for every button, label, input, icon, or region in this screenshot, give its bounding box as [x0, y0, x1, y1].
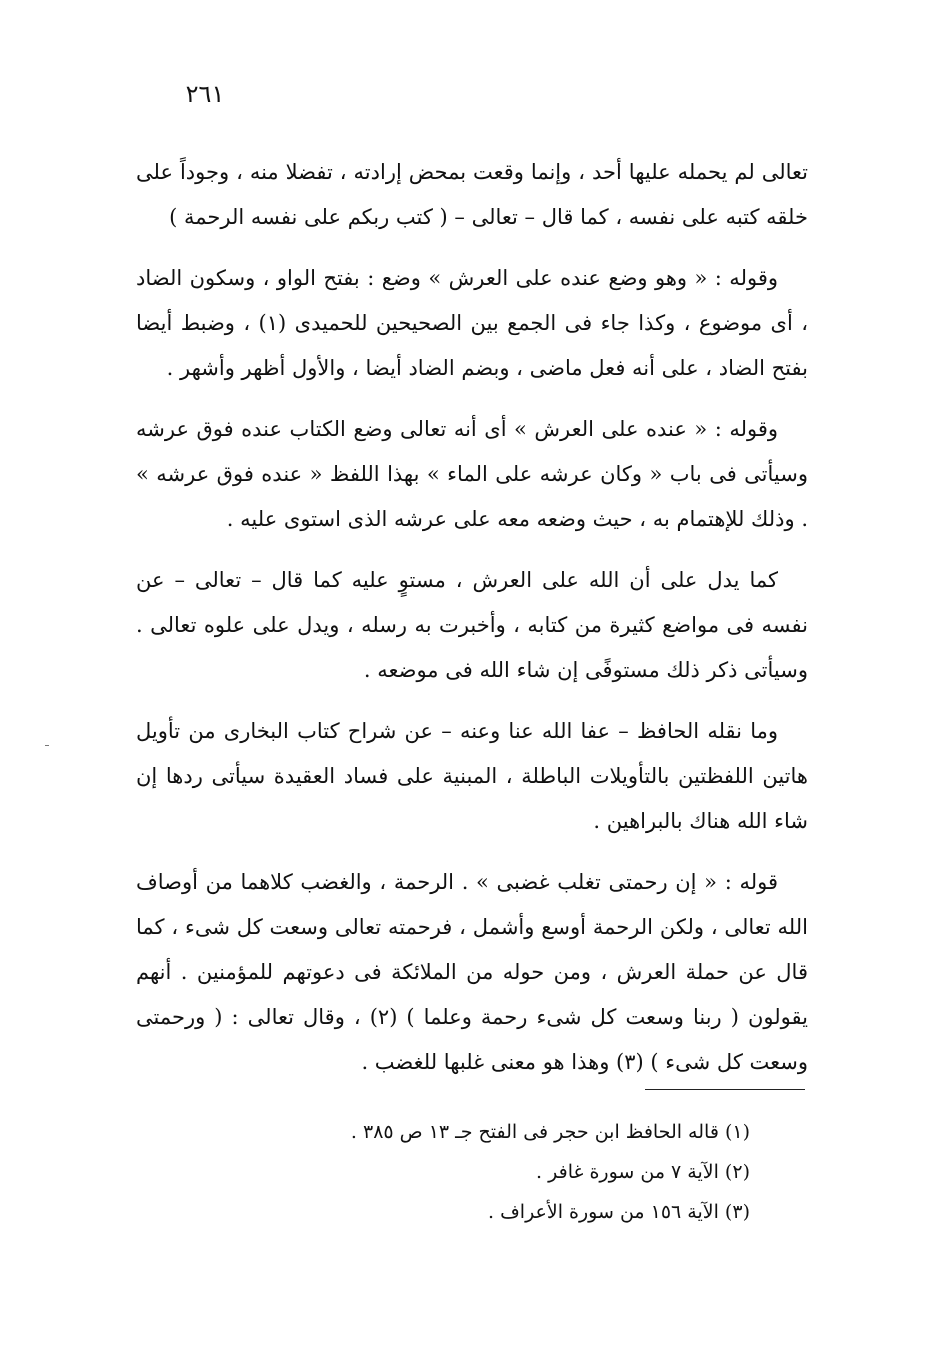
paragraph: كما يدل على أن الله على العرش ، مستوٍ عليه كما قال – تعالى – عن نفسه فى مواضع كثيرة من كتابه ، وأخبرت به رسله ، ويدل على علوه تعالى . وسيأتى ذكر ذلك مستوفًى إن شاء الله فى موضعه .	[136, 568, 808, 682]
paragraph: وقوله : « عنده على العرش » أى أنه تعالى وضع الكتاب عنده فوق عرشه وسيأتى فى باب « وكان عرشه على الماء » بهذا اللفظ « عنده فوق عرشه » . وذلك للإهتمام به ، حيث وضعه معه على عرشه الذى استوى عليه .	[136, 417, 808, 531]
margin-mark	[45, 745, 49, 746]
footnote: (١) قاله الحافظ ابن حجر فى الفتح جـ ١٣ ص ٣٨٥ .	[350, 1121, 750, 1143]
footnote: (٣) الآية ١٥٦ من سورة الأعراف .	[488, 1201, 750, 1223]
main-text	[136, 150, 808, 1101]
paragraph: قوله : « إن رحمتى تغلب غضبى » . الرحمة ، والغضب كلاهما من أوصاف الله تعالى ، ولكن الرحمة أوسع وأشمل ، فرحمته تعالى وسعت كل شىء ، كما قال عن حملة العرش ، ومن حوله من الملائكة فى دعوتهم للمؤمنين . أنهم يقولون ( ربنا وسعت كل شىء رحمة وعلما ) (٢) ، وقال تعالى : ( ورحمتى وسعت كل شىء ) (٣) وهذا هو معنى غلبها للغضب .	[136, 870, 808, 1074]
page-number: ٢٦١	[185, 80, 225, 108]
footnotes	[270, 1112, 750, 1232]
paragraph: تعالى لم يحمله عليها أحد ، وإنما وقعت بمحض إرادته ، تفضلا منه ، وجوداً على خلقه كتبه على نفسه ، كما قال – تعالى – ( كتب ربكم على نفسه الرحمة )	[136, 160, 808, 229]
paragraph: وقوله : « وهو وضع عنده على العرش » وضع : بفتح الواو ، وسكون الضاد ، أى موضوع ، وكذا جاء فى الجمع بين الصحيحين للحميدى (١) ، وضبط أيضا بفتح الضاد ، على أنه فعل ماضى ، وبضم الضاد أيضا ، والأول أظهر وأشهر .	[136, 266, 809, 380]
footnote-separator	[645, 1089, 805, 1090]
paragraph: وما نقله الحافظ – عفا الله عنا وعنه – عن شراح كتاب البخارى من تأويل هاتين اللفظتين بالتأويلات الباطلة ، المبنية على فساد العقيدة سيأتى ردها إن شاء الله هناك بالبراهين .	[136, 719, 808, 833]
footnote: (٢) الآية ٧ من سورة غافر .	[536, 1161, 750, 1183]
